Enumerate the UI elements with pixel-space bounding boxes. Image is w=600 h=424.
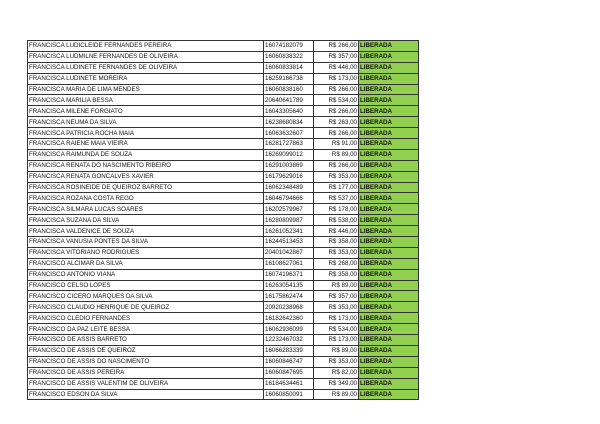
cpf-cell: 16062936099 bbox=[264, 324, 314, 335]
cpf-cell: 16202579967 bbox=[264, 204, 314, 215]
name-cell: FRANCISCO CLEDIO FERNANDES bbox=[28, 313, 264, 324]
value-cell: R$ 538,00 bbox=[314, 215, 359, 226]
table-row bbox=[28, 139, 419, 150]
value-cell: R$ 266,00 bbox=[314, 41, 359, 52]
name-cell: FRANCISCO DE ASSIS DE QUEIROZ bbox=[28, 345, 264, 356]
table-row bbox=[28, 226, 419, 237]
table-row bbox=[28, 313, 419, 324]
table-row bbox=[28, 247, 419, 258]
status-cell: LIBERADA bbox=[359, 160, 419, 171]
table-row bbox=[28, 160, 419, 171]
value-cell: R$ 446,00 bbox=[314, 62, 359, 73]
status-cell: LIBERADA bbox=[359, 139, 419, 150]
cpf-cell: 16043305640 bbox=[264, 106, 314, 117]
status-cell: LIBERADA bbox=[359, 389, 419, 400]
name-cell: FRANCISCA RENATA GONCALVES XAVIER bbox=[28, 171, 264, 182]
table-row bbox=[28, 269, 419, 280]
cpf-cell: 16182642360 bbox=[264, 313, 314, 324]
name-cell: FRANCISCO DE ASSIS BARRETO bbox=[28, 335, 264, 346]
table-body bbox=[28, 41, 419, 400]
name-cell: FRANCISCA LUDMILNE FERNANDES DE OLIVEIRA bbox=[28, 51, 264, 62]
name-cell: FRANCISCA VALDENICE DE SOUZA bbox=[28, 226, 264, 237]
name-cell: FRANCISCA PATRICIA ROCHA MAIA bbox=[28, 128, 264, 139]
name-cell: FRANCISCO CELSO LOPES bbox=[28, 280, 264, 291]
name-cell: FRANCISCA ROZANA COSTA REGO bbox=[28, 193, 264, 204]
table-row bbox=[28, 41, 419, 52]
status-cell: LIBERADA bbox=[359, 367, 419, 378]
status-cell: LIBERADA bbox=[359, 193, 419, 204]
name-cell: FRANCISCO DE ASSIS VALENTIM DE OLIVEIRA bbox=[28, 378, 264, 389]
name-cell: FRANCISCA VANUSIA PONTES DA SILVA bbox=[28, 237, 264, 248]
table-row bbox=[28, 367, 419, 378]
value-cell: R$ 357,00 bbox=[314, 291, 359, 302]
status-cell: LIBERADA bbox=[359, 280, 419, 291]
cpf-cell: 16244513453 bbox=[264, 237, 314, 248]
table-row bbox=[28, 258, 419, 269]
name-cell: FRANCISCO DA PAZ LEITE BESSA bbox=[28, 324, 264, 335]
value-cell: R$ 91,00 bbox=[314, 139, 359, 150]
status-cell: LIBERADA bbox=[359, 41, 419, 52]
status-cell: LIBERADA bbox=[359, 302, 419, 313]
status-cell: LIBERADA bbox=[359, 378, 419, 389]
status-cell: LIBERADA bbox=[359, 215, 419, 226]
status-cell: LIBERADA bbox=[359, 73, 419, 84]
table-row bbox=[28, 389, 419, 400]
status-cell: LIBERADA bbox=[359, 106, 419, 117]
status-cell: LIBERADA bbox=[359, 62, 419, 73]
cpf-cell: 16074196371 bbox=[264, 269, 314, 280]
cpf-cell: 16046794666 bbox=[264, 193, 314, 204]
name-cell: FRANCISCO CLAUDIO HENRIQUE DE QUEIROZ bbox=[28, 302, 264, 313]
table-row bbox=[28, 182, 419, 193]
status-cell: LIBERADA bbox=[359, 258, 419, 269]
status-cell: LIBERADA bbox=[359, 51, 419, 62]
cpf-cell: 20640641789 bbox=[264, 95, 314, 106]
name-cell: FRANCISCA SUZANA DA SILVA bbox=[28, 215, 264, 226]
value-cell: R$ 358,00 bbox=[314, 269, 359, 280]
value-cell: R$ 263,00 bbox=[314, 117, 359, 128]
cpf-cell: 16060838160 bbox=[264, 84, 314, 95]
table-row bbox=[28, 345, 419, 356]
name-cell: FRANCISCA VITORIANO RODRIGUES bbox=[28, 247, 264, 258]
name-cell: FRANCISCA RAIENE MAIA VIEIRA bbox=[28, 139, 264, 150]
cpf-cell: 16175862474 bbox=[264, 291, 314, 302]
value-cell: R$ 89,00 bbox=[314, 149, 359, 160]
cpf-cell: 16074182079 bbox=[264, 41, 314, 52]
cpf-cell: 16280809987 bbox=[264, 215, 314, 226]
status-cell: LIBERADA bbox=[359, 149, 419, 160]
value-cell: R$ 173,00 bbox=[314, 335, 359, 346]
status-cell: LIBERADA bbox=[359, 171, 419, 182]
value-cell: R$ 358,00 bbox=[314, 237, 359, 248]
table-row bbox=[28, 291, 419, 302]
value-cell: R$ 353,00 bbox=[314, 356, 359, 367]
status-cell: LIBERADA bbox=[359, 128, 419, 139]
status-cell: LIBERADA bbox=[359, 117, 419, 128]
table-row bbox=[28, 237, 419, 248]
table-row bbox=[28, 324, 419, 335]
name-cell: FRANCISCA ROSINEIDE DE QUEIROZ BARRETO bbox=[28, 182, 264, 193]
name-cell: FRANCISCA LUDICLEIDE FERNANDES PEREIRA bbox=[28, 41, 264, 52]
name-cell: FRANCISCO ALCIMAR DA SILVA bbox=[28, 258, 264, 269]
status-cell: LIBERADA bbox=[359, 356, 419, 367]
table-row bbox=[28, 204, 419, 215]
table-row bbox=[28, 62, 419, 73]
name-cell: FRANCISCA RAIMUNDA DE SOUZA bbox=[28, 149, 264, 160]
status-cell: LIBERADA bbox=[359, 345, 419, 356]
status-cell: LIBERADA bbox=[359, 226, 419, 237]
cpf-cell: 16062348489 bbox=[264, 182, 314, 193]
value-cell: R$ 89,00 bbox=[314, 280, 359, 291]
name-cell: FRANCISCA RENATA DO NASCIMENTO RIBEIRO bbox=[28, 160, 264, 171]
cpf-cell: 16259166738 bbox=[264, 73, 314, 84]
table-row bbox=[28, 193, 419, 204]
status-cell: LIBERADA bbox=[359, 95, 419, 106]
cpf-cell: 16063632607 bbox=[264, 128, 314, 139]
table-row bbox=[28, 335, 419, 346]
name-cell: FRANCISCO ANTONIO VIANA bbox=[28, 269, 264, 280]
cpf-cell: 20920238968 bbox=[264, 302, 314, 313]
table-row bbox=[28, 128, 419, 139]
table-row bbox=[28, 95, 419, 106]
table-row bbox=[28, 84, 419, 95]
cpf-cell: 16060847695 bbox=[264, 367, 314, 378]
value-cell: R$ 268,00 bbox=[314, 258, 359, 269]
name-cell: FRANCISCO DE ASSIS DO NASCIMENTO bbox=[28, 356, 264, 367]
status-cell: LIBERADA bbox=[359, 182, 419, 193]
value-cell: R$ 266,00 bbox=[314, 106, 359, 117]
cpf-cell: 16261052341 bbox=[264, 226, 314, 237]
name-cell: FRANCISCO EDSON DA SILVA bbox=[28, 389, 264, 400]
status-cell: LIBERADA bbox=[359, 269, 419, 280]
cpf-cell: 16179629016 bbox=[264, 171, 314, 182]
cpf-cell: 16263054135 bbox=[264, 280, 314, 291]
value-cell: R$ 82,00 bbox=[314, 367, 359, 378]
cpf-cell: 16269099012 bbox=[264, 149, 314, 160]
name-cell: FRANCISCA MILENE FORGIATO bbox=[28, 106, 264, 117]
table-row bbox=[28, 302, 419, 313]
value-cell: R$ 534,00 bbox=[314, 324, 359, 335]
cpf-cell: 20401042867 bbox=[264, 247, 314, 258]
value-cell: R$ 89,00 bbox=[314, 389, 359, 400]
name-cell: FRANCISCA NEUMA DA SILVA bbox=[28, 117, 264, 128]
value-cell: R$ 173,00 bbox=[314, 73, 359, 84]
table-row bbox=[28, 215, 419, 226]
value-cell: R$ 266,00 bbox=[314, 84, 359, 95]
name-cell: FRANCISCA MARIA DE LIMA MENDES bbox=[28, 84, 264, 95]
cpf-cell: 16060846747 bbox=[264, 356, 314, 367]
value-cell: R$ 173,00 bbox=[314, 313, 359, 324]
status-cell: LIBERADA bbox=[359, 313, 419, 324]
cpf-cell: 16108627061 bbox=[264, 258, 314, 269]
value-cell: R$ 353,00 bbox=[314, 302, 359, 313]
value-cell: R$ 89,00 bbox=[314, 345, 359, 356]
table-row bbox=[28, 280, 419, 291]
spreadsheet-table bbox=[27, 40, 419, 400]
name-cell: FRANCISCO CICERO MARQUES DA SILVA bbox=[28, 291, 264, 302]
table-row bbox=[28, 73, 419, 84]
value-cell: R$ 537,00 bbox=[314, 193, 359, 204]
status-cell: LIBERADA bbox=[359, 204, 419, 215]
name-cell: FRANCISCA SILMARA LUCAS SOARES bbox=[28, 204, 264, 215]
status-cell: LIBERADA bbox=[359, 335, 419, 346]
cpf-cell: 16291003869 bbox=[264, 160, 314, 171]
cpf-cell: 16281727863 bbox=[264, 139, 314, 150]
value-cell: R$ 357,00 bbox=[314, 51, 359, 62]
value-cell: R$ 266,00 bbox=[314, 160, 359, 171]
value-cell: R$ 534,00 bbox=[314, 95, 359, 106]
table-row bbox=[28, 149, 419, 160]
table-row bbox=[28, 51, 419, 62]
value-cell: R$ 349,00 bbox=[314, 378, 359, 389]
value-cell: R$ 177,00 bbox=[314, 182, 359, 193]
name-cell: FRANCISCA MARILIA BESSA bbox=[28, 95, 264, 106]
value-cell: R$ 446,00 bbox=[314, 226, 359, 237]
cpf-cell: 16066283339 bbox=[264, 345, 314, 356]
table-row bbox=[28, 171, 419, 182]
cpf-cell: 16060833814 bbox=[264, 62, 314, 73]
status-cell: LIBERADA bbox=[359, 247, 419, 258]
table-row bbox=[28, 378, 419, 389]
name-cell: FRANCISCO DE ASSIS PEREIRA bbox=[28, 367, 264, 378]
cpf-cell: 16238680834 bbox=[264, 117, 314, 128]
cpf-cell: 16060850091 bbox=[264, 389, 314, 400]
value-cell: R$ 178,00 bbox=[314, 204, 359, 215]
status-cell: LIBERADA bbox=[359, 237, 419, 248]
table-row bbox=[28, 356, 419, 367]
value-cell: R$ 353,00 bbox=[314, 247, 359, 258]
name-cell: FRANCISCA LUDINETE MOREIRA bbox=[28, 73, 264, 84]
table-row bbox=[28, 106, 419, 117]
cpf-cell: 16184634461 bbox=[264, 378, 314, 389]
status-cell: LIBERADA bbox=[359, 291, 419, 302]
status-cell: LIBERADA bbox=[359, 84, 419, 95]
table-row bbox=[28, 117, 419, 128]
status-cell: LIBERADA bbox=[359, 324, 419, 335]
cpf-cell: 16060838322 bbox=[264, 51, 314, 62]
cpf-cell: 12232467032 bbox=[264, 335, 314, 346]
value-cell: R$ 266,00 bbox=[314, 128, 359, 139]
value-cell: R$ 353,00 bbox=[314, 171, 359, 182]
name-cell: FRANCISCA LUDINETE FERNANDES DE OLIVEIRA bbox=[28, 62, 264, 73]
